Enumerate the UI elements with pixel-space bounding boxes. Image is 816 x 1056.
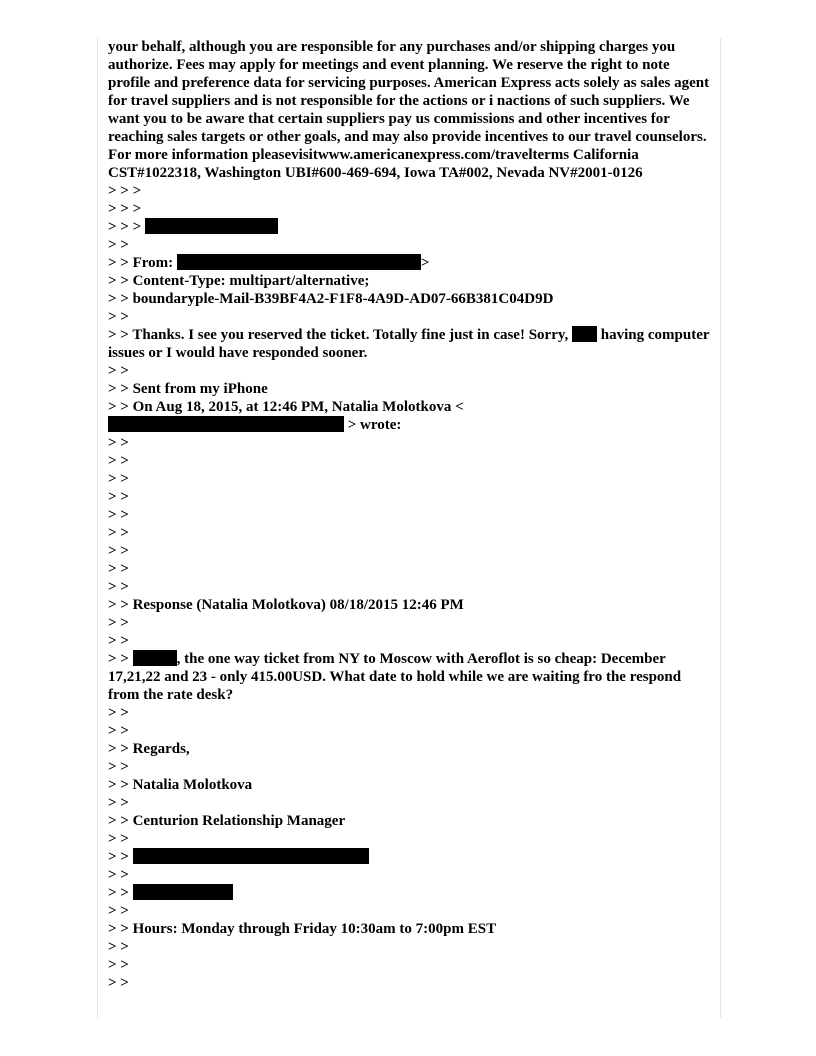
quote-line: > > <box>108 489 129 505</box>
quote-line: > > <box>108 633 129 649</box>
content-type-line: > > Content-Type: multipart/alternative; <box>108 273 370 289</box>
quote-line: > > <box>108 579 129 595</box>
signature-title: > > Centurion Relationship Manager <box>108 813 346 829</box>
quote-line: > > <box>108 237 129 253</box>
from-line: > > From: > <box>108 255 430 271</box>
ticket-paragraph: > > , the one way ticket from NY to Moscow with Aeroflot is so cheap: December 17,21,22 and 23 - only 415.00USD. What date to hold while we are waiting fro the respond from the rate desk? <box>108 651 682 703</box>
quote-line: > > <box>108 615 129 631</box>
quote-line: > > <box>108 561 129 577</box>
redacted-block <box>145 218 278 234</box>
response-line: > > Response (Natalia Molotkova) 08/18/2015 12:46 PM <box>108 597 464 613</box>
quote-line: > > <box>108 903 129 919</box>
quote-line: > > <box>108 759 129 775</box>
quote-line: > > <box>108 435 129 451</box>
disclaimer-paragraph: your behalf, although you are responsible for any purchases and/or shipping charges you authorize. Fees may apply for meetings and event planning. We reserve the right to note profile and preference data for servicing purposes. American Express acts solely as sales agent for travel suppliers and is not responsible for the actions or i nactions of such suppliers. We want you to be aware that certain suppliers pay us commissions and other incentives for reaching sales targets or other goals, and may also provide incentives to our travel counselors. For more information pleasevisitwww.americanexpress.com/travelterms California CST#1022318, Washington UBI#600-469-694, Iowa TA#002, Nevada NV#2001-0126 <box>108 39 710 181</box>
quote-line: > > > <box>108 201 142 217</box>
regards-line: > > Regards, <box>108 741 190 757</box>
quote-line: > > <box>108 848 712 866</box>
quote-line: > > > <box>108 218 712 236</box>
redacted-name <box>572 326 597 342</box>
sent-line: > > Sent from my iPhone <box>108 381 268 397</box>
redacted-email <box>177 254 421 270</box>
quote-line: > > <box>108 507 129 523</box>
quote-line: > > <box>108 543 129 559</box>
signature-name: > > Natalia Molotkova <box>108 777 253 793</box>
quote-line: > > <box>108 939 129 955</box>
quote-line: > > > <box>108 183 142 199</box>
redacted-name <box>133 650 177 666</box>
quote-line: > > <box>108 975 129 991</box>
quote-line: > > <box>108 363 129 379</box>
quote-line: > > <box>108 705 129 721</box>
quote-line: > > <box>108 453 129 469</box>
quote-line: > > <box>108 884 712 902</box>
quote-line: > > <box>108 957 129 973</box>
boundary-line: > > boundaryple-Mail-B39BF4A2-F1F8-4A9D-AD07-66B381C04D9D <box>108 291 554 307</box>
wrote-line: > wrote: <box>108 416 712 434</box>
quote-line: > > <box>108 867 129 883</box>
redacted-contact <box>133 848 369 864</box>
quote-line: > > <box>108 795 129 811</box>
quote-line: > > <box>108 831 129 847</box>
redacted-email <box>108 416 344 432</box>
redacted-phone <box>133 884 233 900</box>
email-body <box>108 38 712 992</box>
on-date-line: > > On Aug 18, 2015, at 12:46 PM, Natalia Molotkova < <box>108 399 464 415</box>
quote-line: > > <box>108 525 129 541</box>
quote-line: > > <box>108 723 129 739</box>
hours-line: > > Hours: Monday through Friday 10:30am to 7:00pm EST <box>108 921 497 937</box>
thanks-paragraph: > > Thanks. I see you reserved the ticket. Totally fine just in case! Sorry, having computer issues or I would have responded sooner. <box>108 327 710 361</box>
quote-line: > > <box>108 471 129 487</box>
quote-line: > > <box>108 309 129 325</box>
